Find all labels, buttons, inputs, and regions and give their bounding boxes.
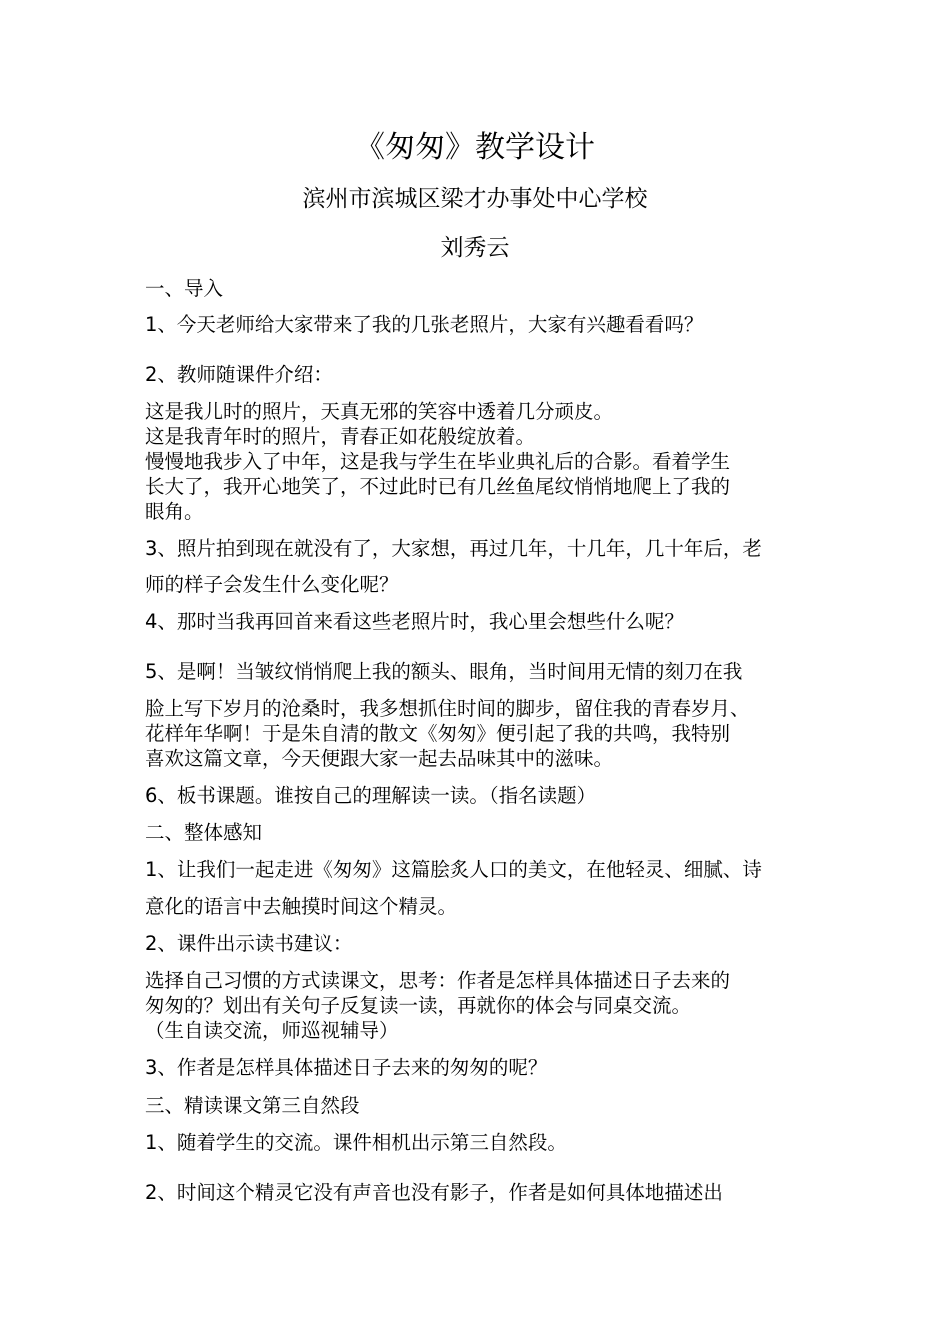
- paragraph-line: 这是我青年时的照片，青春正如花般绽放着。: [145, 425, 536, 448]
- paragraph-line: 4、那时当我再回首来看这些老照片时，我心里会想些什么呢？: [145, 610, 684, 633]
- section-heading-intro: 一、导入: [145, 277, 224, 300]
- paragraph-line: 匆匆的？划出有关句子反复读一读，再就你的体会与同桌交流。: [145, 994, 692, 1017]
- paragraph-line: 1、让我们一起走进《匆匆》这篇脍炙人口的美文，在他轻灵、细腻、诗: [145, 858, 762, 881]
- paragraph-line: 5、是啊！当皱纹悄悄爬上我的额头、眼角，当时间用无情的刻刀在我: [145, 660, 743, 683]
- doc-school: 滨州市滨城区梁才办事处中心学校: [302, 186, 648, 212]
- doc-title: 《匆匆》教学设计: [355, 130, 595, 165]
- paragraph-line: 2、课件出示读书建议：: [145, 932, 353, 955]
- paragraph-line: 师的样子会发生什么变化呢？: [145, 573, 399, 596]
- paragraph-line: 这是我儿时的照片，天真无邪的笑容中透着几分顽皮。: [145, 400, 614, 423]
- paragraph-line: 喜欢这篇文章，今天便跟大家一起去品味其中的滋味。: [145, 747, 614, 770]
- paragraph-line: 慢慢地我步入了中年，这是我与学生在毕业典礼后的合影。看着学生: [145, 450, 731, 473]
- paragraph-line: 2、教师随课件介绍：: [145, 363, 333, 386]
- paragraph-line: 意化的语言中去触摸时间这个精灵。: [145, 895, 458, 918]
- section-heading-overview: 二、整体感知: [145, 821, 263, 844]
- paragraph-line: 1、今天老师给大家带来了我的几张老照片，大家有兴趣看看吗？: [145, 313, 704, 336]
- paragraph-line: 3、作者是怎样具体描述日子去来的匆匆的呢？: [145, 1056, 548, 1079]
- paragraph-line: 脸上写下岁月的沧桑时，我多想抓住时间的脚步，留住我的青春岁月、: [145, 697, 750, 720]
- section-heading-close-reading: 三、精读课文第三自然段: [145, 1094, 360, 1117]
- paragraph-line: 花样年华啊！于是朱自清的散文《匆匆》便引起了我的共鸣，我特别: [145, 722, 731, 745]
- paragraph-line: （生自读交流，师巡视辅导）: [145, 1019, 399, 1042]
- doc-author: 刘秀云: [440, 235, 510, 261]
- paragraph-line: 眼角。: [145, 500, 204, 523]
- paragraph-line: 2、时间这个精灵它没有声音也没有影子，作者是如何具体地描述出: [145, 1181, 723, 1204]
- paragraph-line: 长大了，我开心地笑了，不过此时已有几丝鱼尾纹悄悄地爬上了我的: [145, 475, 731, 498]
- paragraph-line: 3、照片拍到现在就没有了，大家想，再过几年，十几年，几十年后，老: [145, 537, 762, 560]
- paragraph-line: 选择自己习惯的方式读课文，思考：作者是怎样具体描述日子去来的: [145, 969, 731, 992]
- paragraph-line: 1、随着学生的交流。课件相机出示第三自然段。: [145, 1131, 567, 1154]
- paragraph-line: 6、板书课题。谁按自己的理解读一读。（指名读题）: [145, 784, 597, 807]
